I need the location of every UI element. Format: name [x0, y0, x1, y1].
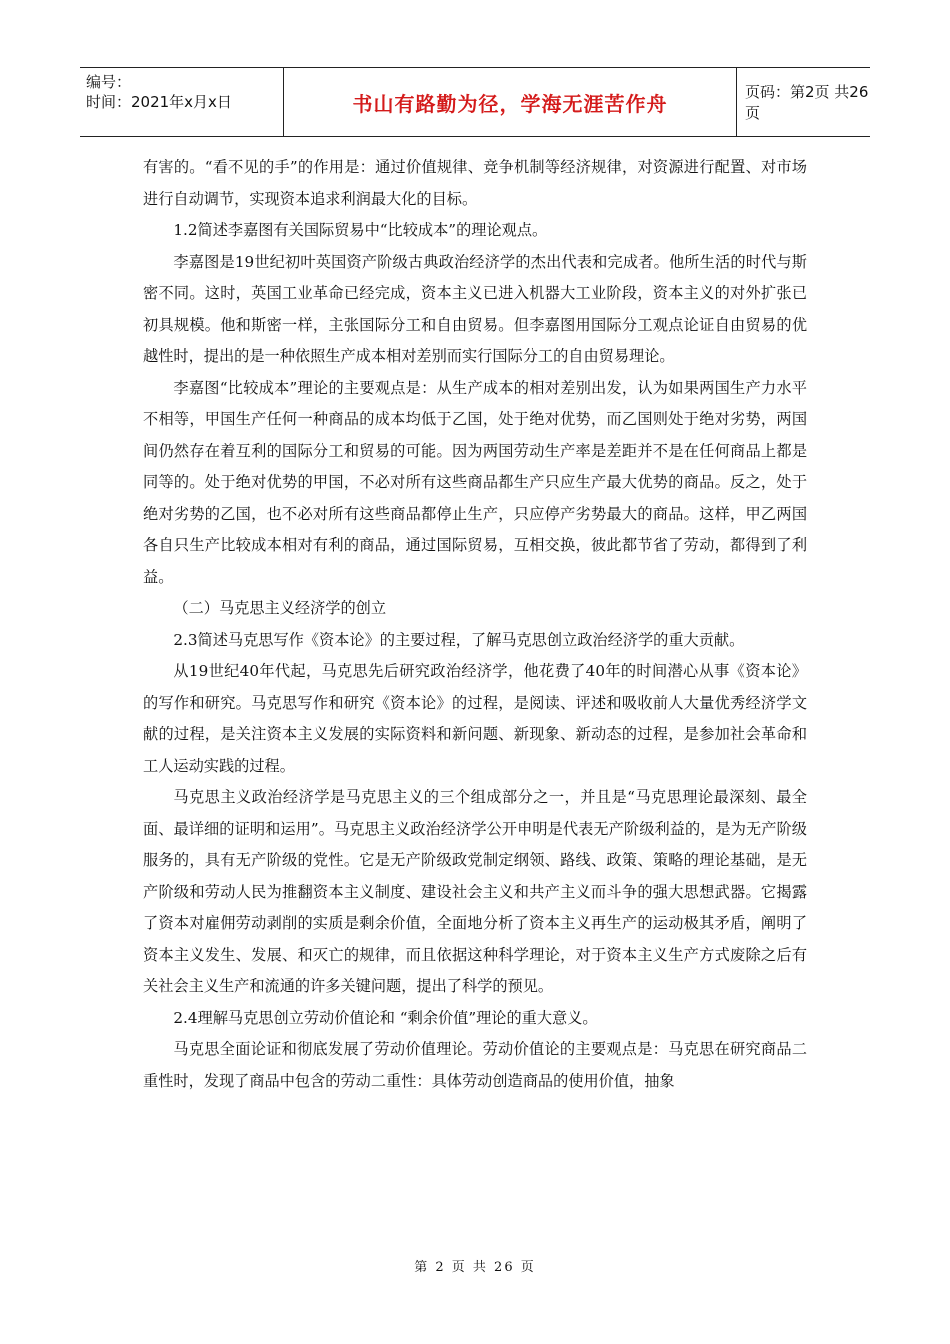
header-motto: 书山有路勤为径，学海无涯苦作舟: [283, 68, 737, 136]
page-footer: 第 2 页 共 26 页: [414, 1260, 536, 1275]
section-heading: 2.4理解马克思创立劳动价值论和 “剩余价值”理论的重大意义。: [173, 1008, 598, 1027]
paragraph: 李嘉图是19世纪初叶英国资产阶级古典政治经济学的杰出代表和完成者。他所生活的时代与斯密不同。这时，英国工业革命已经完成，资本主义已进入机器大工业阶段，资本主义的对外扩张已初具规模。他和斯密一样，主张国际分工和自由贸易。但李嘉图用国际分工观点论证自由贸易的优越性时，提出的是一种依照生产成本相对差别而实行国际分工的自由贸易理论。: [143, 252, 807, 365]
paragraph: 有害的。“看不见的手”的作用是：通过价值规律、竞争机制等经济规律，对资源进行配置、对市场进行自动调节，实现资本追求利润最大化的目标。: [143, 158, 807, 208]
section-heading: （二）马克思主义经济学的创立: [173, 599, 387, 617]
paragraph: 李嘉图“比较成本”理论的主要观点是：从生产成本的相对差别出发，认为如果两国生产力水平不相等，甲国生产任何一种商品的成本均低于乙国，处于绝对优势，而乙国则处于绝对劣势，两国间仍然存在着互利的国际分工和贸易的可能。因为两国劳动生产率是差距并不是在任何商品上都是同等的。处于绝对优势的甲国，不必对所有这些商品都生产只应生产最大优势的商品。反之，处于绝对劣势的乙国，也不必对所有这些商品都停止生产，只应停产劣势最大的商品。这样，甲乙两国各自只生产比较成本相对有利的商品，通过国际贸易，互相交换，彼此都节省了劳动，都得到了利益。: [143, 378, 807, 586]
section-heading: 2.3简述马克思写作《资本论》的主要过程，了解马克思创立政治经济学的重大贡献。: [173, 630, 745, 649]
document-body: [143, 152, 807, 1097]
document-date-label: 时间：2021年x月x日: [86, 93, 232, 111]
section-heading: 1.2简述李嘉图有关国际贸易中“比较成本”的理论观点。: [173, 221, 548, 239]
header-left: [86, 72, 281, 112]
paragraph: 马克思全面论证和彻底发展了劳动价值理论。劳动价值论的主要观点是：马克思在研究商品二重性时，发现了商品中包含的劳动二重性：具体劳动创造商品的使用价值，抽象: [143, 1040, 807, 1090]
paragraph: 从19世纪40年代起，马克思先后研究政治经济学，他花费了40年的时间潜心从事《资本论》的写作和研究。马克思写作和研究《资本论》的过程，是阅读、评述和吸收前人大量优秀经济学文献的过程，是关注资本主义发展的实际资料和新问题、新现象、新动态的过程，是参加社会革命和工人运动实践的过程。: [143, 662, 807, 775]
page-header: [80, 67, 870, 137]
header-page-info: 页码：第2页 共26页: [745, 83, 869, 122]
paragraph: 马克思主义政治经济学是马克思主义的三个组成部分之一，并且是“马克思理论最深刻、最全面、最详细的证明和运用”。马克思主义政治经济学公开申明是代表无产阶级利益的，是为无产阶级服务的，具有无产阶级的党性。它是无产阶级政党制定纲领、路线、政策、策略的理论基础，是无产阶级和劳动人民为推翻资本主义制度、建设社会主义和共产主义而斗争的强大思想武器。它揭露了资本对雇佣劳动剥削的实质是剩余价值，全面地分析了资本主义再生产的运动极其矛盾，阐明了资本主义发生、发展、和灭亡的规律，而且依据这种科学理论，对于资本主义生产方式废除之后有关社会主义生产和流通的许多关键问题，提出了科学的预见。: [143, 788, 807, 995]
document-number-label: 编号：: [86, 73, 132, 91]
